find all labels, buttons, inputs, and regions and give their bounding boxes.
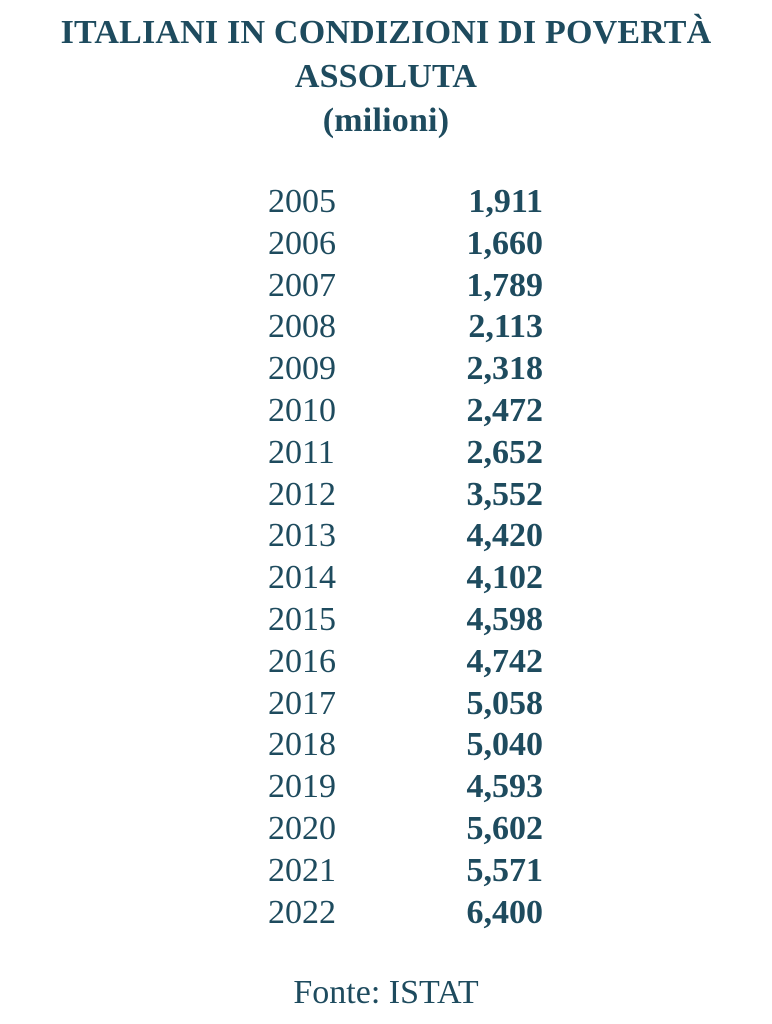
value-cell: 5,602 [466, 809, 543, 847]
table-row [0, 892, 772, 934]
year-cell: 2011 [268, 433, 335, 471]
value-cell: 5,571 [466, 851, 543, 889]
poverty-table [0, 181, 772, 933]
year-cell: 2020 [268, 809, 336, 847]
table-row [0, 515, 772, 557]
value-cell: 4,102 [466, 559, 543, 597]
value-cell: 3,552 [466, 475, 543, 513]
table-row [0, 599, 772, 641]
table-row [0, 474, 772, 516]
table-row [0, 850, 772, 892]
value-cell: 5,040 [466, 726, 543, 764]
value-cell: 4,420 [466, 517, 543, 555]
year-cell: 2012 [268, 475, 336, 513]
year-cell: 2009 [268, 350, 336, 388]
year-cell: 2021 [268, 851, 336, 889]
table-row [0, 641, 772, 683]
table-row [0, 348, 772, 390]
value-cell: 6,400 [466, 893, 543, 931]
table-row [0, 683, 772, 725]
year-cell: 2010 [268, 391, 336, 429]
value-cell: 1,660 [466, 224, 543, 262]
year-cell: 2019 [268, 768, 336, 806]
year-cell: 2018 [268, 726, 336, 764]
table-row [0, 181, 772, 223]
year-cell: 2006 [268, 224, 336, 262]
year-cell: 2022 [268, 893, 336, 931]
value-cell: 4,742 [466, 642, 543, 680]
table-row [0, 223, 772, 265]
table-row [0, 306, 772, 348]
value-cell: 2,113 [468, 308, 543, 346]
year-cell: 2005 [268, 183, 336, 220]
value-cell: 5,058 [466, 684, 543, 722]
value-cell: 1,911 [468, 183, 543, 220]
year-cell: 2008 [268, 308, 336, 346]
value-cell: 4,598 [466, 600, 543, 638]
table-row [0, 390, 772, 432]
source-note: Fonte: ISTAT [293, 974, 479, 1011]
year-cell: 2015 [268, 600, 336, 638]
table-row [0, 557, 772, 599]
value-cell: 2,318 [466, 350, 543, 388]
page-subtitle-unit: (milioni) [322, 102, 450, 139]
year-cell: 2013 [268, 517, 336, 555]
table-row [0, 432, 772, 474]
page-title-continued: ASSOLUTA [294, 58, 478, 95]
value-cell: 1,789 [466, 266, 543, 304]
year-cell: 2014 [268, 559, 336, 597]
table-row [0, 808, 772, 850]
year-cell: 2007 [268, 266, 336, 304]
table-row [0, 724, 772, 766]
table-row [0, 766, 772, 808]
year-cell: 2017 [268, 684, 336, 722]
year-cell: 2016 [268, 642, 336, 680]
page-title: ITALIANI IN CONDIZIONI DI POVERTÀ [60, 14, 712, 51]
value-cell: 4,593 [466, 768, 543, 806]
table-row [0, 265, 772, 307]
value-cell: 2,472 [466, 391, 543, 429]
value-cell: 2,652 [466, 433, 543, 471]
